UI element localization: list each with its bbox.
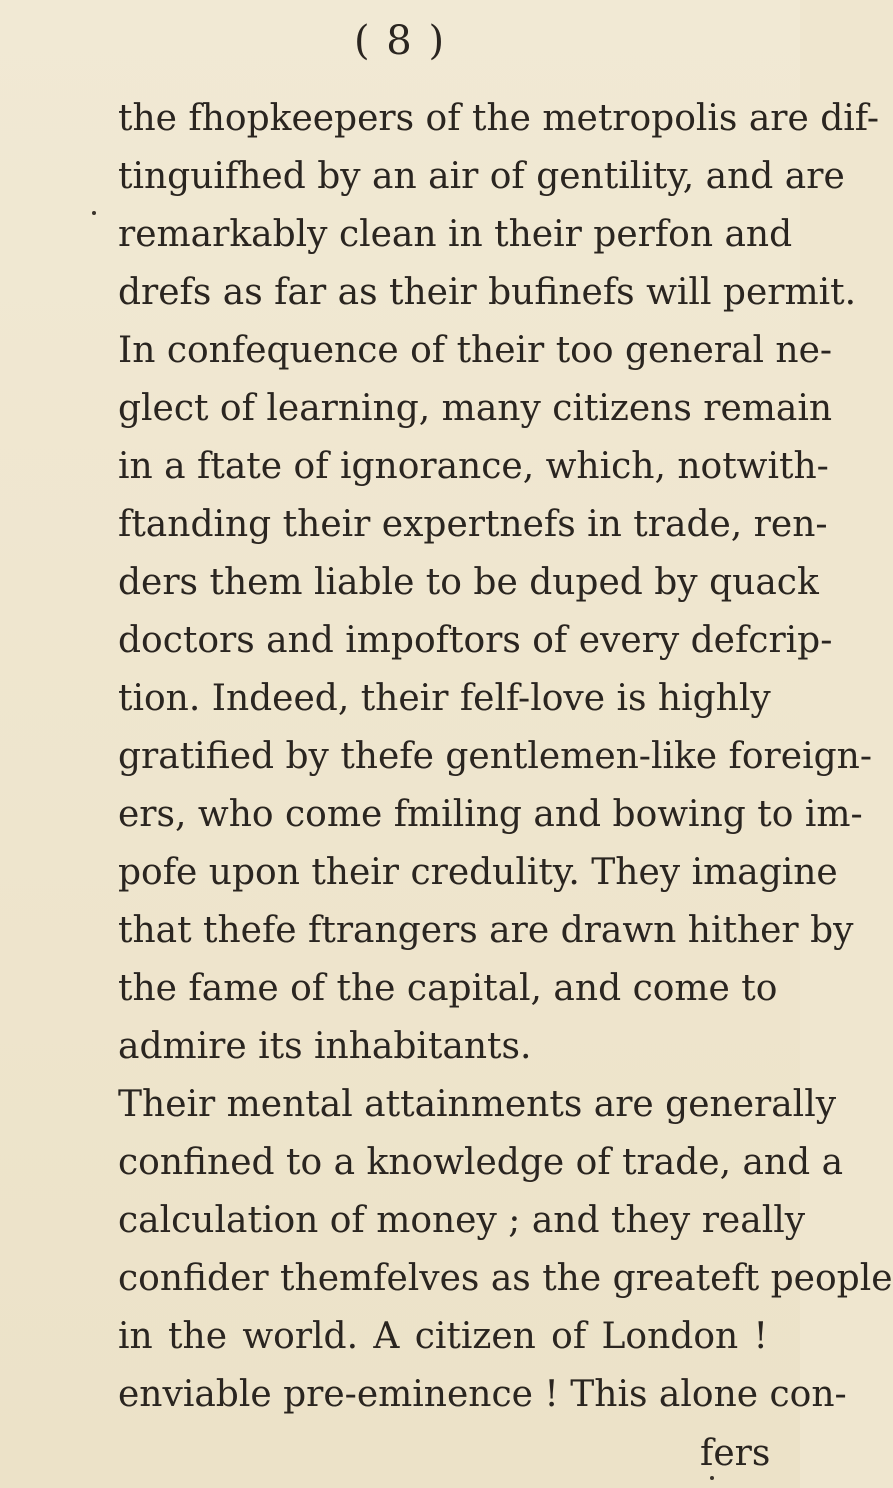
text-line: glect of learning, many citizens remain [118, 388, 833, 429]
text-line: in a ftate of ignorance, which, notwith- [118, 446, 829, 487]
text-line: tion. Indeed, their felf-love is highly [118, 678, 771, 719]
text-line: tinguifhed by an air of gentility, and are [118, 156, 845, 197]
page-number: ( 8 ) [353, 18, 447, 64]
text-line: the fhopkeepers of the metropolis are dif- [118, 98, 880, 139]
text-line: doctors and impoftors of every defcrip- [118, 620, 833, 661]
catchword: fers [700, 1433, 771, 1474]
body-text [118, 90, 893, 1424]
text-line: In confequence of their too general ne- [118, 330, 833, 371]
text-line: the fame of the capital, and come to [118, 968, 778, 1009]
text-line: enviable pre-eminence ! This alone con- [118, 1374, 847, 1415]
text-line: ders them liable to be duped by quack [118, 562, 819, 603]
margin-mark [710, 1476, 714, 1480]
text-line: that thefe ftrangers are drawn hither by [118, 910, 854, 951]
text-line: drefs as far as their bufinefs will permit. [118, 272, 857, 313]
text-line: confined to a knowledge of trade, and a [118, 1142, 844, 1183]
text-line: ftanding their expertnefs in trade, ren- [118, 504, 828, 545]
text-line: ers, who come fmiling and bowing to im- [118, 794, 863, 835]
text-line: gratified by thefe gentlemen-like foreign- [118, 736, 872, 777]
text-line: calculation of money ; and they really [118, 1200, 806, 1241]
text-line: confider themfelves as the greateft people [118, 1258, 893, 1299]
text-line: pofe upon their credulity. They imagine [118, 852, 838, 893]
text-line: Their mental attainments are generally [118, 1084, 837, 1125]
text-line: admire its inhabitants. [118, 1026, 532, 1067]
text-line: remarkably clean in their perfon and [118, 214, 793, 255]
text-line: in the world. A citizen of London ! [118, 1316, 768, 1357]
margin-mark [92, 211, 96, 215]
